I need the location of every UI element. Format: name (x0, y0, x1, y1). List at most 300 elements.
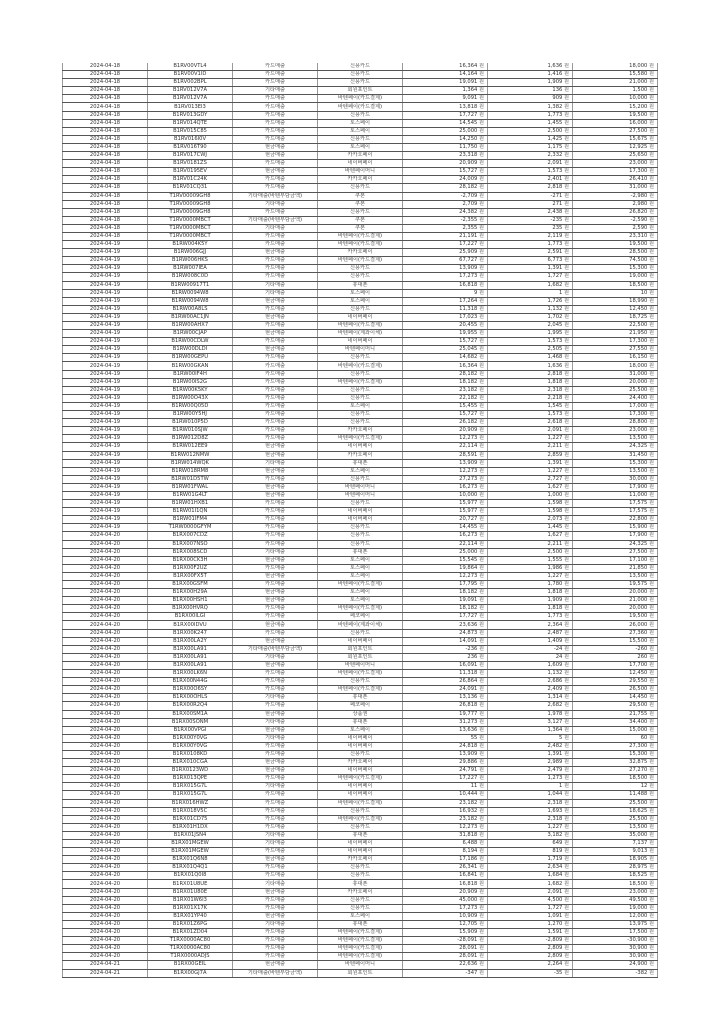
amount-value: 19,575 (629, 581, 648, 588)
amount-value: 2,590 (632, 224, 648, 231)
table-row (63, 581, 658, 589)
currency-unit: 원 (478, 848, 484, 855)
amount-value: -260 (635, 645, 648, 652)
vat-cell (488, 920, 573, 928)
table-row (63, 661, 658, 669)
supply-amount-cell (403, 540, 488, 548)
supply-amount-cell (403, 621, 488, 629)
sales-type-cell: 기타매출 (233, 281, 318, 289)
amount-value: 16,273 (459, 532, 478, 539)
currency-unit: 원 (648, 912, 654, 919)
order-id-cell: B1RX01W6I3 (148, 896, 233, 904)
table-row (63, 216, 658, 224)
amount-value: 1,986 (547, 564, 563, 571)
sales-type-cell: 현금매출 (233, 143, 318, 151)
currency-unit: 원 (478, 176, 484, 183)
table-row (63, 200, 658, 208)
amount-value: 19,955 (459, 330, 478, 337)
amount-value: 25,000 (459, 127, 478, 134)
payment-method-cell: 바텐페이(카드결제) (318, 945, 403, 953)
amount-value: 22,114 (459, 443, 478, 450)
total-amount-cell (573, 896, 658, 904)
total-amount-cell (573, 783, 658, 791)
currency-unit: 원 (563, 411, 569, 418)
currency-unit: 원 (478, 937, 484, 944)
sales-type-cell: 카드매출 (233, 208, 318, 216)
amount-value: 16,364 (459, 362, 478, 369)
amount-value: 13,500 (629, 572, 648, 579)
amount-value: 27,500 (629, 548, 648, 555)
amount-value: 1,391 (547, 751, 563, 758)
date-cell: 2024-04-20 (63, 540, 148, 548)
sales-type-cell: 카드매출 (233, 532, 318, 540)
total-amount-cell (573, 435, 658, 443)
sales-type-cell: 현금매출 (233, 556, 318, 564)
amount-value: 13,909 (459, 265, 478, 272)
currency-unit: 원 (478, 775, 484, 782)
supply-amount-cell (403, 694, 488, 702)
sales-type-cell: 카드매출 (233, 322, 318, 330)
payment-method-cell: 토스페이 (318, 402, 403, 410)
amount-value: 14,455 (459, 524, 478, 531)
sales-type-cell: 현금매출 (233, 597, 318, 605)
currency-unit: 원 (648, 257, 654, 264)
date-cell: 2024-04-19 (63, 378, 148, 386)
currency-unit: 원 (563, 605, 569, 612)
total-amount-cell (573, 289, 658, 297)
currency-unit: 원 (563, 848, 569, 855)
sales-type-cell: 카드매출 (233, 807, 318, 815)
currency-unit: 원 (478, 605, 484, 612)
total-amount-cell (573, 152, 658, 160)
currency-unit: 원 (648, 872, 654, 879)
total-amount-cell (573, 516, 658, 524)
payment-method-cell: 네이버페이 (318, 637, 403, 645)
sales-type-cell: 카드매출 (233, 95, 318, 103)
supply-amount-cell (403, 564, 488, 572)
date-cell: 2024-04-20 (63, 678, 148, 686)
payment-method-cell: 바텐페이머니 (318, 961, 403, 969)
amount-value: -28,091 (457, 937, 478, 944)
currency-unit: 원 (563, 556, 569, 563)
supply-amount-cell (403, 402, 488, 410)
table-row (63, 402, 658, 410)
sales-type-cell: 카드매출 (233, 702, 318, 710)
date-cell: 2024-04-19 (63, 338, 148, 346)
amount-value: 23,000 (629, 888, 648, 895)
order-id-cell: B1RV017CWJ (148, 152, 233, 160)
order-id-cell: B1RX00GEIL (148, 961, 233, 969)
order-id-cell: B1RX00IDVU (148, 621, 233, 629)
sales-type-cell: 카드매출 (233, 613, 318, 621)
supply-amount-cell (403, 443, 488, 451)
vat-cell (488, 273, 573, 281)
total-amount-cell (573, 443, 658, 451)
currency-unit: 원 (478, 241, 484, 248)
currency-unit: 원 (563, 888, 569, 895)
currency-unit: 원 (478, 224, 484, 231)
sales-type-cell: 카드매출 (233, 540, 318, 548)
vat-cell (488, 783, 573, 791)
amount-value: 16,818 (459, 880, 478, 887)
order-id-cell: B1RW00917T1 (148, 281, 233, 289)
date-cell: 2024-04-21 (63, 969, 148, 977)
total-amount-cell (573, 346, 658, 354)
supply-amount-cell (403, 653, 488, 661)
payment-method-cell: 토스페이 (318, 597, 403, 605)
vat-cell (488, 289, 573, 297)
currency-unit: 원 (563, 208, 569, 215)
vat-cell (488, 694, 573, 702)
order-id-cell: B1RX00SONM (148, 718, 233, 726)
payment-method-cell: 쿠폰 (318, 224, 403, 232)
date-cell: 2024-04-18 (63, 232, 148, 240)
amount-value: 24,091 (459, 686, 478, 693)
table-row (63, 653, 658, 661)
amount-value: 1,500 (632, 87, 648, 94)
sales-type-cell: 현금매출 (233, 589, 318, 597)
currency-unit: 원 (478, 880, 484, 887)
amount-value: 24,325 (629, 443, 648, 450)
currency-unit: 원 (563, 589, 569, 596)
vat-cell (488, 451, 573, 459)
amount-value: 17,186 (459, 856, 478, 863)
currency-unit: 원 (563, 200, 569, 207)
order-id-cell: T1RV0000MBCT (148, 216, 233, 224)
order-id-cell: B1RV0181ZS (148, 160, 233, 168)
total-amount-cell (573, 208, 658, 216)
amount-value: 17,100 (629, 556, 648, 563)
sales-type-cell: 카드매출 (233, 945, 318, 953)
order-id-cell: B1RX013QPE (148, 775, 233, 783)
currency-unit: 원 (648, 289, 654, 296)
currency-unit: 원 (563, 305, 569, 312)
sales-type-cell: 기타매출 (233, 289, 318, 297)
amount-value: 19,000 (629, 273, 648, 280)
table-row (63, 823, 658, 831)
total-amount-cell (573, 759, 658, 767)
order-id-cell: B1RW01FWAL (148, 483, 233, 491)
amount-value: 2,618 (547, 419, 563, 426)
total-amount-cell (573, 281, 658, 289)
amount-value: 18,182 (459, 378, 478, 385)
vat-cell (488, 548, 573, 556)
date-cell: 2024-04-18 (63, 71, 148, 79)
payment-method-cell: 휴대폰 (318, 831, 403, 839)
amount-value: -236 (465, 645, 478, 652)
currency-unit: 원 (563, 71, 569, 78)
amount-value: 11,318 (459, 670, 478, 677)
payment-method-cell: 신용카드 (318, 63, 403, 71)
amount-value: 2,318 (547, 799, 563, 806)
sales-type-cell: 카드매출 (233, 678, 318, 686)
supply-amount-cell (403, 127, 488, 135)
payment-method-cell: 바텐페이(카드결제) (318, 362, 403, 370)
table-row (63, 880, 658, 888)
table-row (63, 969, 658, 977)
currency-unit: 원 (648, 435, 654, 442)
currency-unit: 원 (563, 241, 569, 248)
supply-amount-cell (403, 232, 488, 240)
date-cell: 2024-04-20 (63, 645, 148, 653)
currency-unit: 원 (648, 492, 654, 499)
amount-value: 1,391 (547, 265, 563, 272)
total-amount-cell (573, 661, 658, 669)
vat-cell (488, 127, 573, 135)
amount-value: 17,273 (459, 273, 478, 280)
sales-type-cell: 현금매출 (233, 710, 318, 718)
currency-unit: 원 (563, 621, 569, 628)
currency-unit: 원 (478, 63, 484, 70)
amount-value: 28,975 (629, 864, 648, 871)
currency-unit: 원 (563, 572, 569, 579)
currency-unit: 원 (648, 216, 654, 223)
amount-value: 21,191 (459, 233, 478, 240)
payment-method-cell: 토스페이 (318, 572, 403, 580)
currency-unit: 원 (648, 896, 654, 903)
currency-unit: 원 (478, 532, 484, 539)
amount-value: 3,127 (547, 718, 563, 725)
payment-method-cell: 신용카드 (318, 394, 403, 402)
vat-cell (488, 200, 573, 208)
table-row (63, 815, 658, 823)
currency-unit: 원 (648, 483, 654, 490)
total-amount-cell (573, 224, 658, 232)
amount-value: 12,273 (459, 435, 478, 442)
supply-amount-cell (403, 322, 488, 330)
amount-value: 24,873 (459, 629, 478, 636)
total-amount-cell (573, 176, 658, 184)
order-id-cell: B1RW00GKAN (148, 362, 233, 370)
sales-type-cell: 카드매출 (233, 160, 318, 168)
date-cell: 2024-04-19 (63, 322, 148, 330)
date-cell: 2024-04-20 (63, 613, 148, 621)
amount-value: 14,682 (459, 354, 478, 361)
amount-value: 1,273 (547, 775, 563, 782)
amount-value: 15,727 (459, 168, 478, 175)
amount-value: 27,360 (629, 629, 648, 636)
amount-value: -2,980 (630, 192, 648, 199)
table-row (63, 896, 658, 904)
amount-value: 2,989 (547, 759, 563, 766)
supply-amount-cell (403, 184, 488, 192)
sales-type-cell: 현금매출 (233, 621, 318, 629)
payment-method-cell: 신용카드 (318, 904, 403, 912)
supply-amount-cell (403, 670, 488, 678)
currency-unit: 원 (563, 896, 569, 903)
order-id-cell: B1RW006HKS (148, 257, 233, 265)
date-cell: 2024-04-20 (63, 848, 148, 856)
amount-value: 16,841 (459, 872, 478, 879)
sales-type-cell: 기타매출 (233, 224, 318, 232)
amount-value: 1,598 (547, 508, 563, 515)
currency-unit: 원 (648, 597, 654, 604)
currency-unit: 원 (478, 394, 484, 401)
table-row (63, 888, 658, 896)
order-id-cell: B1RX01CD75 (148, 815, 233, 823)
vat-cell (488, 152, 573, 160)
table-row (63, 378, 658, 386)
order-id-cell: B1RX01MGEW (148, 848, 233, 856)
currency-unit: 원 (478, 572, 484, 579)
payment-method-cell: 토스페이 (318, 289, 403, 297)
amount-value: 15,545 (459, 556, 478, 563)
currency-unit: 원 (563, 548, 569, 555)
amount-value: 1,573 (547, 411, 563, 418)
date-cell: 2024-04-19 (63, 467, 148, 475)
supply-amount-cell (403, 160, 488, 168)
amount-value: 1,132 (547, 670, 563, 677)
total-amount-cell (573, 702, 658, 710)
table-row (63, 678, 658, 686)
total-amount-cell (573, 168, 658, 176)
amount-value: 23,000 (629, 427, 648, 434)
currency-unit: 원 (478, 322, 484, 329)
vat-cell (488, 508, 573, 516)
date-cell: 2024-04-18 (63, 119, 148, 127)
order-id-cell: B1RW01HXB1 (148, 500, 233, 508)
amount-value: 15,300 (629, 265, 648, 272)
table-row (63, 313, 658, 321)
amount-value: 1 (559, 783, 563, 790)
amount-value: 2,438 (547, 208, 563, 215)
amount-value: 13,909 (459, 459, 478, 466)
amount-value: 2,091 (547, 888, 563, 895)
date-cell: 2024-04-18 (63, 111, 148, 119)
amount-value: 26,818 (459, 702, 478, 709)
currency-unit: 원 (478, 718, 484, 725)
sales-type-cell: 카드매출 (233, 904, 318, 912)
payment-method-cell: 쿠폰 (318, 192, 403, 200)
currency-unit: 원 (478, 143, 484, 150)
amount-value: 1,044 (547, 791, 563, 798)
currency-unit: 원 (563, 783, 569, 790)
total-amount-cell (573, 459, 658, 467)
payment-method-cell: 바텐페이(카드결제) (318, 378, 403, 386)
vat-cell (488, 516, 573, 524)
supply-amount-cell (403, 330, 488, 338)
payment-method-cell: 네이버페이 (318, 767, 403, 775)
payment-method-cell: 신용카드 (318, 896, 403, 904)
date-cell: 2024-04-20 (63, 710, 148, 718)
currency-unit: 원 (648, 678, 654, 685)
amount-value: 14,545 (459, 119, 478, 126)
vat-cell (488, 702, 573, 710)
amount-value: 1,702 (547, 313, 563, 320)
sales-type-cell: 카드매출 (233, 338, 318, 346)
currency-unit: 원 (563, 378, 569, 385)
currency-unit: 원 (648, 71, 654, 78)
supply-amount-cell (403, 775, 488, 783)
currency-unit: 원 (563, 742, 569, 749)
table-row (63, 621, 658, 629)
date-cell: 2024-04-18 (63, 95, 148, 103)
currency-unit: 원 (648, 63, 654, 70)
amount-value: 20,909 (459, 888, 478, 895)
payment-method-cell: 회원포인트 (318, 645, 403, 653)
table-row (63, 297, 658, 305)
vat-cell (488, 815, 573, 823)
sales-type-cell: 카드매출 (233, 378, 318, 386)
currency-unit: 원 (478, 637, 484, 644)
amount-value: 27,273 (459, 475, 478, 482)
currency-unit: 원 (478, 556, 484, 563)
total-amount-cell (573, 419, 658, 427)
sales-type-cell: 카드매출 (233, 411, 318, 419)
supply-amount-cell (403, 305, 488, 313)
table-row (63, 281, 658, 289)
payment-method-cell: 토스페이 (318, 556, 403, 564)
amount-value: 9 (474, 289, 478, 296)
amount-value: 24,009 (459, 176, 478, 183)
vat-cell (488, 500, 573, 508)
order-id-cell: B1RV013EI3 (148, 103, 233, 111)
currency-unit: 원 (648, 848, 654, 855)
currency-unit: 원 (563, 87, 569, 94)
currency-unit: 원 (648, 467, 654, 474)
payment-method-cell: 바텐페이머니 (318, 168, 403, 176)
supply-amount-cell (403, 346, 488, 354)
total-amount-cell (573, 184, 658, 192)
amount-value: 23,182 (459, 386, 478, 393)
order-id-cell: B1RW010SJW (148, 427, 233, 435)
amount-value: -2,709 (460, 192, 478, 199)
vat-cell (488, 257, 573, 265)
amount-value: 8,194 (462, 848, 478, 855)
order-id-cell: B1RX008SCD (148, 548, 233, 556)
amount-value: 2,482 (547, 742, 563, 749)
total-amount-cell (573, 111, 658, 119)
payment-method-cell: 바텐페이(카드결제) (318, 775, 403, 783)
amount-value: 19,500 (629, 241, 648, 248)
supply-amount-cell (403, 152, 488, 160)
sales-table-body (63, 63, 658, 977)
sales-type-cell: 현금매출 (233, 856, 318, 864)
order-id-cell: B1RX00CK3H (148, 556, 233, 564)
supply-amount-cell (403, 686, 488, 694)
currency-unit: 원 (478, 920, 484, 927)
sales-type-cell: 기타매출 (233, 718, 318, 726)
amount-value: 25,000 (459, 548, 478, 555)
order-id-cell: B1RW01IFM4 (148, 516, 233, 524)
order-id-cell: B1RX0108KD (148, 750, 233, 758)
sales-type-cell: 카드매출 (233, 581, 318, 589)
vat-cell (488, 427, 573, 435)
amount-value: 13,500 (629, 435, 648, 442)
supply-amount-cell (403, 556, 488, 564)
order-id-cell: B1RX01X17K (148, 904, 233, 912)
currency-unit: 원 (648, 831, 654, 838)
amount-value: 28,182 (459, 184, 478, 191)
order-id-cell: B1RV012V7A (148, 87, 233, 95)
sales-type-cell: 기타매출 (233, 548, 318, 556)
amount-value: 13,636 (459, 726, 478, 733)
amount-value: 14,091 (459, 637, 478, 644)
amount-value: 29,550 (629, 678, 648, 685)
order-id-cell: B1RX00LA2Y (148, 637, 233, 645)
currency-unit: 원 (563, 597, 569, 604)
sales-type-cell: 카드매출 (233, 564, 318, 572)
table-row (63, 799, 658, 807)
currency-unit: 원 (563, 767, 569, 774)
payment-method-cell: 바텐페이(카드결제) (318, 103, 403, 111)
amount-value: -235 (550, 216, 563, 223)
order-id-cell: B1RW00AHX7 (148, 322, 233, 330)
total-amount-cell (573, 232, 658, 240)
order-id-cell: B1RX01U8UE (148, 880, 233, 888)
sales-type-cell: 현금매출 (233, 346, 318, 354)
currency-unit: 원 (478, 233, 484, 240)
